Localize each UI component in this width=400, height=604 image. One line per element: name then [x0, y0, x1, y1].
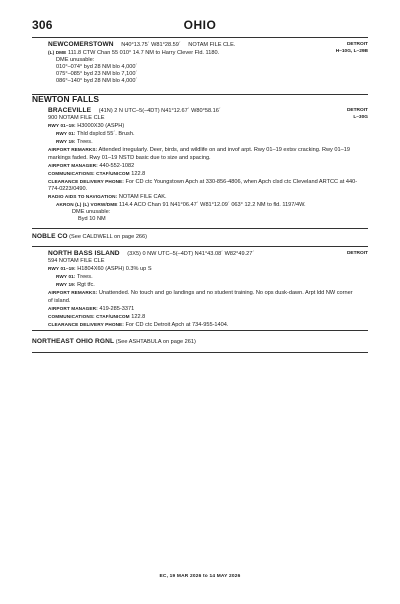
entry-newcomerstown: DETROIT H–10G, L–29B NEWCOMERSTOWN N40°13.75´ W81°28.59´ NOTAM FILE CLE. (L) DME 111.8 CTW Chan 55 010° 14.7 NM to Harry Clever Fld. 1180. DME unusable: 010°–074° byd 28 NM blo 4,000´ 075°–085° byd 23 NM blo 7,100´ 086°–140° byd 28 NM blo 4,000´: [48, 41, 368, 85]
section-rule: [32, 352, 368, 353]
airport-remarks: AIRPORT REMARKS: Unattended. No touch and go landings and no student training. No ops dusk-dawn. Arpt ldd NW corner of island.: [48, 290, 353, 304]
facility-name: NOBLE CO: [32, 233, 68, 240]
region-label: DETROIT L–30G: [346, 108, 368, 120]
page-number: 306: [32, 18, 53, 32]
airport-remarks: AIRPORT REMARKS: Attended irregularly. Deer, birds, and wildlife on and invof arpt. Rwy 01–19 extsv cracking. Rwy 01–19 markings faded. Rwy 01–19 NSTD basic due to size and spacing.: [48, 147, 350, 161]
effective-dates-footer: EC, 19 MAR 2026 to 14 MAY 2026: [159, 574, 241, 579]
clearance-delivery: CLEARANCE DELIVERY PHONE: For CD ctc Youngstown Apch at 330-856-4806, when Apch clsd ctc Cleveland ARTCC at 440-774-0223/0490.: [48, 178, 358, 192]
state-title: OHIO: [183, 18, 217, 32]
header-rule: [32, 37, 368, 38]
region-label: DETROIT H–10G, L–29B: [335, 42, 368, 54]
section-rule: [32, 228, 368, 229]
entry-north-bass-island: DETROIT NORTH BASS ISLAND (3X5) 0 NW UTC–5(–4DT) N41°43.08´ W82°49.27´ 594 NOTAM FILE CLE RWY 01–19: H1804X60 (ASPH) 0.3% up S RWY 01: Trees. RWY 19: Rgt tfc. AIRPORT REMARKS: Unattended. No touch and go landings and no student training. No ops dusk-dawn. Arpt ldd NW corner of island. AIRPORT MANAGER: 419-285-3371 COMMUNICATIONS: CTAF/UNICOM 122.8 CLEARANCE DELIVERY PHONE: For CD ctc Detroit Apch at 734-955-1404.: [32, 250, 368, 329]
facility-name: NORTH BASS ISLAND: [48, 250, 120, 257]
facility-name: NORTHEAST OHIO RGNL: [32, 338, 115, 345]
facility-name: BRACEVILLE: [48, 107, 92, 114]
city-name: NEWTON FALLS: [32, 94, 100, 104]
region-label: DETROIT: [346, 251, 368, 256]
entry-northeast-ohio-rgnl: NORTHEAST OHIO RGNL (See ASHTABULA on page 261): [32, 338, 196, 345]
section-rule: [32, 246, 368, 247]
facility-name: NEWCOMERSTOWN: [48, 41, 114, 48]
entry-braceville: DETROIT L–30G BRACEVILLE (41N) 2 N UTC–5(–4DT) N41°12.67´ W80°58.16´ 900 NOTAM FILE CLE RWY 01–19: H3000X30 (ASPH) RWY 01: Thld dsplcd 55´. Brush. RWY 19: Trees. AIRPORT REMARKS: Attended irregularly. Deer, birds, and wildlife on and invof arpt. Rwy 01–19 extsv cracking. Rwy 01–19 markings faded. Rwy 01–19 NSTD basic due to size and spacing. AIRPORT MANAGER: 440-552-1082 COMMUNICATIONS: CTAF/UNICOM 122.8 CLEARANCE DELIVERY PHONE: For CD ctc Youngstown Apch at 330-856-4806, when Apch clsd ctc Cleveland ARTCC at 440-774-0223/0490. RADIO AIDS TO NAVIGATION: NOTAM FILE CAK. AKRON (L) (L) VORW/DME 114.4 ACO Chan 91 N41°06.47´ W81°12.09´ 063° 12.2 NM to fld. 1197/4W. DME unusable: Byd 10 NM: [32, 107, 368, 223]
section-rule: [32, 330, 368, 331]
entry-noble-co: NOBLE CO (See CALDWELL on page 266): [32, 233, 148, 240]
page-header: [32, 18, 368, 34]
city-newton-falls: [32, 96, 368, 105]
